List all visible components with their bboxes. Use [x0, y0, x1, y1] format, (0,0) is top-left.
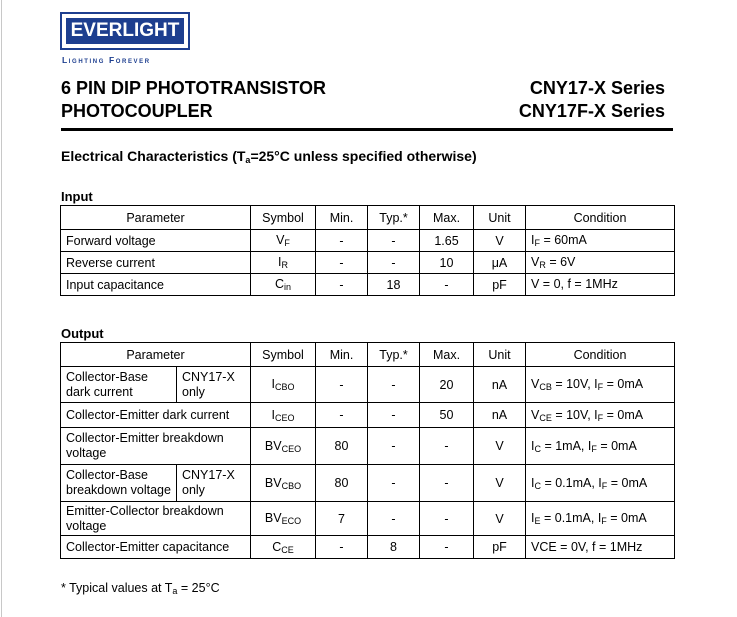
min-cell: -	[316, 230, 368, 252]
param-cell: Collector-Base breakdown voltage	[61, 465, 177, 502]
typ-cell: 18	[368, 274, 420, 296]
condition-cell: VCE = 0V, f = 1MHz	[526, 536, 675, 559]
typ-cell: -	[368, 403, 420, 428]
condition-cell: $I_E = 0.1mA$, $I_F = 0mA$	[526, 502, 675, 536]
product-title	[61, 77, 326, 123]
symbol-cell: $BV_{ECO}$	[251, 502, 316, 536]
note-cell: CNY17-X only	[177, 367, 251, 403]
unit-cell: V	[474, 230, 526, 252]
unit-cell: pF	[474, 274, 526, 296]
table-row	[61, 367, 675, 403]
product-title-line2: PHOTOCOUPLER	[61, 101, 213, 121]
col-header: Typ.*	[368, 206, 420, 230]
param-cell: Collector-Base dark current	[61, 367, 177, 403]
max-cell: -	[420, 465, 474, 502]
min-cell: 80	[316, 465, 368, 502]
typical-values-footnote: * Typical values at $T_a = 25^\circ C$	[61, 581, 220, 596]
table-row	[61, 274, 675, 296]
unit-cell: nA	[474, 403, 526, 428]
unit-cell: V	[474, 465, 526, 502]
condition-cell: $I_C = 1mA$, $I_F = 0mA$	[526, 428, 675, 465]
logo-tagline: Lighting Forever	[62, 55, 151, 65]
unit-cell: μA	[474, 252, 526, 274]
logo-wordmark: EVERLIGHT	[66, 18, 184, 44]
min-cell: -	[316, 274, 368, 296]
symbol-cell: $BV_{CEO}$	[251, 428, 316, 465]
output-table	[60, 342, 675, 559]
param-cell: Reverse current	[61, 252, 251, 274]
condition-cell: V = 0, f = 1MHz	[526, 274, 675, 296]
typ-cell: -	[368, 252, 420, 274]
symbol-cell: $I_{CBO}$	[251, 367, 316, 403]
col-header: Typ.*	[368, 343, 420, 367]
param-cell: Collector-Emitter capacitance	[61, 536, 251, 559]
max-cell: -	[420, 536, 474, 559]
condition-cell: $V_{CE} = 10V$, $I_F = 0mA$	[526, 403, 675, 428]
output-header-row	[61, 343, 675, 367]
series-title-line2: CNY17F-X Series	[518, 101, 665, 121]
symbol-cell: $I_R$	[251, 252, 316, 274]
table-row	[61, 403, 675, 428]
max-cell: -	[420, 502, 474, 536]
param-cell: Emitter-Collector breakdown voltage	[61, 502, 251, 536]
table-row	[61, 536, 675, 559]
col-header: Condition	[526, 343, 675, 367]
unit-cell: nA	[474, 367, 526, 403]
min-cell: -	[316, 252, 368, 274]
section-title: Electrical Characteristics ($T_a=25^\circ C$ unless specified otherwise)	[61, 148, 477, 165]
symbol-cell: $V_F$	[251, 230, 316, 252]
col-header: Max.	[420, 206, 474, 230]
condition-cell: $V_R = 6V$	[526, 252, 675, 274]
max-cell: -	[420, 274, 474, 296]
condition-cell: $I_C = 0.1mA$, $I_F = 0mA$	[526, 465, 675, 502]
page-edge-line	[1, 0, 2, 617]
col-header: Condition	[526, 206, 675, 230]
typ-cell: -	[368, 230, 420, 252]
max-cell: 50	[420, 403, 474, 428]
typ-cell: -	[368, 428, 420, 465]
typ-cell: -	[368, 502, 420, 536]
min-cell: 80	[316, 428, 368, 465]
input-table	[60, 205, 675, 296]
series-title	[519, 77, 665, 123]
col-header: Parameter	[61, 206, 251, 230]
table-row	[61, 502, 675, 536]
col-header: Symbol	[251, 206, 316, 230]
col-header: Unit	[474, 343, 526, 367]
condition-cell: $V_{CB} = 10V$, $I_F = 0mA$	[526, 367, 675, 403]
min-cell: -	[316, 403, 368, 428]
typ-cell: -	[368, 367, 420, 403]
min-cell: 7	[316, 502, 368, 536]
typ-cell: -	[368, 465, 420, 502]
output-subhead: Output	[61, 326, 104, 341]
everlight-logo	[60, 12, 190, 50]
symbol-cell: $BV_{CBO}$	[251, 465, 316, 502]
max-cell: -	[420, 428, 474, 465]
symbol-cell: $C_{in}$	[251, 274, 316, 296]
col-header: Symbol	[251, 343, 316, 367]
table-row	[61, 465, 675, 502]
table-row	[61, 252, 675, 274]
col-header: Max.	[420, 343, 474, 367]
min-cell: -	[316, 536, 368, 559]
condition-cell: $I_F = 60mA$	[526, 230, 675, 252]
typ-cell: 8	[368, 536, 420, 559]
product-title-line1: 6 PIN DIP PHOTOTRANSISTOR	[61, 78, 327, 98]
col-header: Min.	[316, 206, 368, 230]
min-cell: -	[316, 367, 368, 403]
param-cell: Forward voltage	[61, 230, 251, 252]
col-header: Parameter	[61, 343, 251, 367]
input-subhead: Input	[61, 189, 93, 204]
unit-cell: pF	[474, 536, 526, 559]
param-cell: Collector-Emitter breakdown voltage	[61, 428, 251, 465]
symbol-cell: $I_{CEO}$	[251, 403, 316, 428]
table-row	[61, 230, 675, 252]
col-header: Unit	[474, 206, 526, 230]
table-row	[61, 428, 675, 465]
header-rule	[61, 128, 673, 131]
max-cell: 20	[420, 367, 474, 403]
param-cell: Collector-Emitter dark current	[61, 403, 251, 428]
col-header: Min.	[316, 343, 368, 367]
input-header-row	[61, 206, 675, 230]
unit-cell: V	[474, 428, 526, 465]
param-cell: Input capacitance	[61, 274, 251, 296]
symbol-cell: $C_{CE}$	[251, 536, 316, 559]
unit-cell: V	[474, 502, 526, 536]
series-title-line1: CNY17-X Series	[529, 78, 665, 98]
note-cell: CNY17-X only	[177, 465, 251, 502]
max-cell: 1.65	[420, 230, 474, 252]
max-cell: 10	[420, 252, 474, 274]
